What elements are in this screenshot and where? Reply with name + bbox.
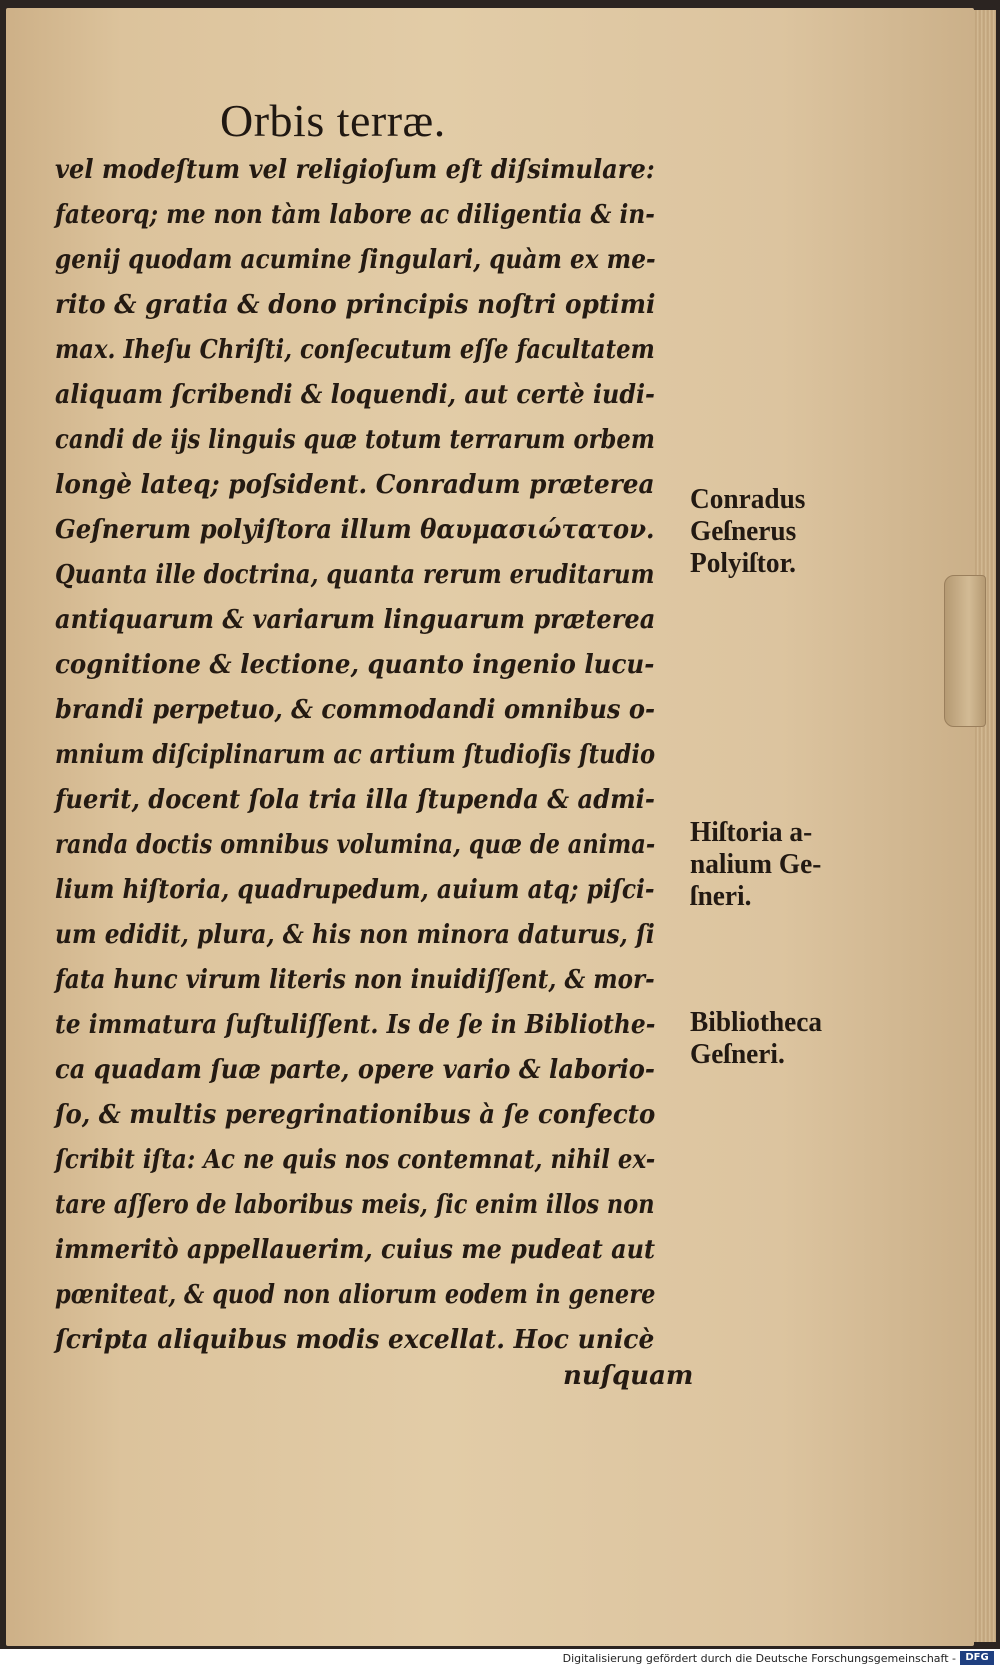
book-clasp	[944, 575, 986, 727]
marginal-note-gesnerus	[690, 484, 900, 580]
text-line: candi de ijs linguis quæ totum terrarum orbem	[55, 425, 655, 455]
marginal-note-historia	[690, 817, 900, 913]
text-line: antiquarum & variarum linguarum præterea	[55, 605, 656, 635]
page-fore-edge	[974, 10, 996, 1642]
text-line: longè lateq; poſsident. Conradum præterea	[55, 470, 655, 500]
text-line: ſcribit iſta: Ac ne quis nos contemnat, nihil ex-	[55, 1145, 656, 1175]
running-head: Orbis terræ.	[220, 95, 446, 146]
text-line: max. Iheſu Chriſti, conſecutum eſſe facultatem	[55, 335, 655, 365]
note-line: Hiſtoria a-	[690, 817, 813, 848]
text-line: fateorq; me non tàm labore ac diligentia & in-	[55, 200, 655, 230]
text-line: ca quadam ſuæ parte, opere vario & laborio-	[55, 1055, 655, 1085]
text-line: fuerit, docent ſola tria illa ſtupenda & admi-	[55, 785, 655, 815]
note-line: Geſneri.	[690, 1039, 785, 1070]
text-line: immeritò appellauerim, cuius me pudeat aut	[55, 1235, 656, 1265]
note-line: Conradus	[690, 484, 806, 515]
text-line: pœniteat, & quod non aliorum eodem in genere	[55, 1280, 656, 1310]
note-line: nalium Ge-	[690, 849, 822, 880]
text-line: cognitione & lectione, quanto ingenio lucu-	[55, 650, 655, 680]
text-line: vel modeſtum vel religioſum eſt diſsimulare:	[55, 155, 655, 185]
dfg-logo: DFG	[960, 1651, 994, 1665]
text-line: mnium diſciplinarum ac artium ſtudioſis ſtudio	[55, 740, 656, 770]
text-line: fata hunc virum literis non inuidiſſent, & mor-	[55, 965, 655, 995]
note-line: Geſnerus	[690, 516, 797, 547]
note-line: ſneri.	[690, 881, 752, 912]
text-line: genij quodam acumine ſingulari, quàm ex me-	[55, 245, 656, 275]
text-line: Geſnerum polyiſtora illum θαυμασιώτατον.	[55, 515, 655, 545]
marginal-note-bibliotheca	[690, 1007, 900, 1071]
text-line: um edidit, plura, & his non minora daturus, ſi	[55, 920, 655, 950]
text-line: tare aſſero de laboribus meis, ſic enim illos non	[55, 1190, 655, 1220]
text-line: aliquam ſcribendi & loquendi, aut certè iudi-	[55, 380, 655, 410]
footer-credit: Digitalisierung gefördert durch die Deutsche Forschungsgemeinschaft -	[562, 1652, 956, 1665]
text-line: lium hiſtoria, quadrupedum, auium atq; piſci-	[55, 875, 655, 905]
text-line: te immatura ſuſtuliſſent. Is de ſe in Bibliothe-	[55, 1010, 656, 1040]
note-line: Polyiſtor.	[690, 548, 797, 579]
note-line: Bibliotheca	[690, 1007, 823, 1038]
text-line: ſcripta aliquibus modis excellat. Hoc unicè	[55, 1325, 655, 1355]
text-line: brandi perpetuo, & commodandi omnibus o-	[55, 695, 656, 725]
text-line: rito & gratia & dono principis noſtri optimi	[55, 290, 656, 320]
catchword: nuſquam	[563, 1361, 694, 1391]
text-line: randa doctis omnibus volumina, quæ de anima-	[55, 830, 656, 860]
text-line: ſo, & multis peregrinationibus à ſe confecto	[55, 1100, 656, 1130]
text-line: Quanta ille doctrina, quanta rerum eruditarum	[55, 560, 655, 590]
